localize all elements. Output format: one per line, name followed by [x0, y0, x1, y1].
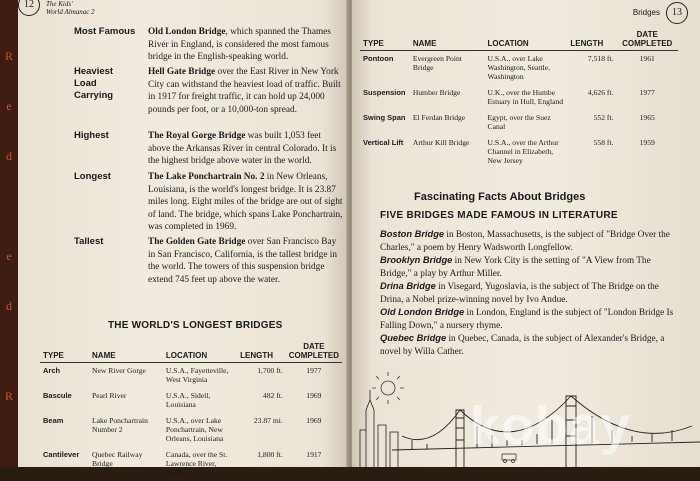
cell-type: Vertical Lift — [363, 138, 404, 147]
cell-location: U.S.A., Fayetteville, West Virginia — [165, 366, 229, 384]
cell-length: 552 ft. — [593, 113, 614, 122]
record-bridge-name: Hell Gate Bridge — [148, 67, 216, 77]
cell-type: Bascule — [43, 391, 72, 400]
record-description: was built 1,053 feet above the Arkansas River in central Colorado. It is the highest bridge above water in the world. — [148, 131, 337, 167]
cell-name: Quebec Railway Bridge — [92, 450, 143, 468]
cell-type: Beam — [43, 416, 64, 425]
record-text — [148, 171, 343, 234]
fact-bridge-name: Drina Bridge — [380, 281, 436, 291]
running-head-bridges: Bridges — [632, 7, 660, 17]
cell-location: U.S.A., over the Arthur Channel in Elizabeth, New Jersey — [487, 138, 559, 165]
list-item — [380, 254, 680, 280]
cell-date: 1959 — [639, 138, 655, 147]
record-text — [148, 66, 343, 116]
list-item — [380, 280, 680, 306]
cell-name: Pearl River — [92, 391, 127, 400]
table-row — [40, 447, 342, 481]
cell-type: Cantilever — [43, 450, 80, 459]
svg-text:d: d — [6, 149, 12, 163]
cell-location: U.K., over the Humbe Estuary in Hull, England — [487, 88, 564, 106]
record-text — [148, 26, 343, 64]
skyline-icon — [360, 390, 398, 467]
col-name: NAME — [410, 30, 485, 51]
cell-length: 7,518 ft. — [587, 54, 614, 63]
table-header-row — [40, 342, 342, 363]
cell-length: 4,626 ft. — [587, 88, 614, 97]
cell-name: El Ferdan Bridge — [412, 113, 466, 122]
record-bridge-name: The Lake Ponchartrain No. 2 — [148, 172, 265, 182]
fact-text: in Visegard, Yugoslavia, is the subject of The Bridge on the Drina, a Nobel prize-winning novel by Ivo Andue. — [380, 282, 659, 305]
fact-bridge-name: Quebec Bridge — [380, 333, 447, 343]
fact-text: in New York City is the setting of "A View from The Bridge," a play by Arthur Miller. — [380, 256, 651, 279]
longest-bridges-title: THE WORLD'S LONGEST BRIDGES — [108, 320, 283, 331]
record-bridge-name: Old London Bridge — [148, 27, 226, 37]
cell-name: Lake Ponchartrain Number 2 — [92, 416, 148, 434]
table-row — [360, 135, 678, 169]
table-row — [40, 363, 342, 389]
record-description: over the East River in New York City can withstand the heaviest load of traffic. Built in 1917 for freight traffic, it can hold up 24,000 pounds per foot, or a 10,000-ton spread. — [148, 67, 341, 115]
cell-date: 1977 — [639, 88, 655, 97]
fact-bridge-name: Brooklyn Bridge — [380, 255, 453, 265]
left-page — [18, 0, 348, 477]
cell-date: 1969 — [306, 416, 322, 425]
cell-length: 558 ft. — [593, 138, 614, 147]
svg-text:R: R — [4, 389, 14, 403]
record-description: in New Orleans, Louisiana, is the world's longest bridge. It is 23.87 miles long. Eight miles of the bridge are out of sight of land. The bridge, which spans Lake Ponchartrain, was completed in 1969. — [148, 172, 343, 233]
record-description: , which spanned the Thames River in England, is considered the most famous bridge in the English-speaking world. — [148, 27, 331, 63]
record-text — [148, 130, 343, 168]
col-type: TYPE — [360, 30, 410, 51]
record-category: Heaviest Load Carrying — [74, 66, 114, 101]
cell-location: U.S.A., over Lake Ponchartrain, New Orleans, Louisiana — [165, 416, 224, 443]
cell-length: 1,800 ft. — [257, 450, 283, 459]
cell-date: 1965 — [639, 113, 655, 122]
cover-edge-lettering — [0, 0, 18, 467]
cell-length: 482 ft. — [262, 391, 283, 400]
cell-location: Canada, over the St. Lawrence River, Quebec City — [165, 450, 228, 477]
col-length: LENGTH — [237, 342, 286, 363]
right-running-head — [633, 2, 688, 24]
col-length: LENGTH — [567, 30, 616, 51]
cell-date: 1977 — [306, 366, 322, 375]
record-bridge-name: The Royal Gorge Bridge — [148, 131, 246, 141]
cell-date: 1969 — [306, 391, 322, 400]
running-head-line-2: World Almanac 2 — [46, 8, 95, 16]
facts-list — [380, 228, 680, 358]
facts-title: Fascinating Facts About Bridges — [414, 191, 586, 203]
record-category: Longest — [74, 171, 111, 182]
list-item — [380, 332, 680, 358]
cell-length: 1,700 ft. — [257, 366, 283, 375]
svg-text:e: e — [6, 249, 12, 263]
table-row — [40, 388, 342, 413]
bridge-types-table — [360, 30, 678, 169]
cell-date: 1917 — [306, 450, 322, 459]
table-row — [360, 51, 678, 86]
cell-name: Humber Bridge — [412, 88, 461, 97]
cell-location: U.S.A., Sidell, Louisiana — [165, 391, 211, 409]
cell-date: 1961 — [639, 54, 655, 63]
record-category: Most Famous — [74, 26, 136, 37]
record-category: Tallest — [74, 236, 104, 247]
col-location: LOCATION — [163, 342, 237, 363]
table-row — [360, 85, 678, 110]
right-page-number: 13 — [666, 2, 688, 24]
svg-text:d: d — [6, 299, 12, 313]
watermark: kobay — [470, 396, 632, 456]
table-row — [360, 110, 678, 135]
cell-name: Arthur Kill Bridge — [412, 138, 470, 147]
table-header-row — [360, 30, 678, 51]
table-row — [40, 413, 342, 447]
cell-name: New River Gorge — [92, 366, 146, 375]
facts-subtitle: FIVE BRIDGES MADE FAMOUS IN LITERATURE — [380, 210, 618, 221]
sun-icon — [372, 372, 404, 404]
col-date: DATE COMPLETED — [286, 342, 342, 363]
record-category: Highest — [74, 130, 109, 141]
svg-text:R: R — [4, 49, 14, 63]
record-text — [148, 236, 343, 286]
cell-type: Pontoon — [363, 54, 394, 63]
longest-bridges-table — [40, 342, 342, 481]
svg-text:e: e — [6, 99, 12, 113]
left-running-head — [24, 0, 95, 16]
record-description: over San Francisco Bay in San Francisco, California, is the tallest bridge in the world. The towers of this suspension bridge extend 745 feet up above the water. — [148, 237, 337, 285]
cell-location: Egypt, over the Suez Canal — [487, 113, 551, 131]
fact-text: in Quebec, Canada, is the subject of Alexander's Bridge, a novel by Willa Cather. — [380, 334, 665, 357]
cell-location: U.S.A., over Lake Washington, Seattle, Washington — [487, 54, 550, 81]
list-item — [380, 228, 680, 254]
left-page-number: 12 — [18, 0, 40, 16]
cell-name: Evergreen Point Bridge — [412, 54, 462, 72]
fact-text: in London, England is the subject of "London Bridge Is Falling Down," a nursery rhyme. — [380, 308, 674, 331]
cell-length: 23.87 mi. — [253, 416, 283, 425]
list-item — [380, 306, 680, 332]
running-head-line-1: The Kids' — [46, 0, 73, 8]
fact-bridge-name: Boston Bridge — [380, 229, 445, 239]
col-location: LOCATION — [485, 30, 568, 51]
cell-type: Arch — [43, 366, 61, 375]
col-date: DATE COMPLETED — [616, 30, 678, 51]
cell-type: Suspension — [363, 88, 406, 97]
record-bridge-name: The Golden Gate Bridge — [148, 237, 246, 247]
fact-bridge-name: Old London Bridge — [380, 307, 465, 317]
cell-type: Swing Span — [363, 113, 406, 122]
col-type: TYPE — [40, 342, 89, 363]
fact-text: in Boston, Massachusetts, is the subject of "Bridge Over the Charles," a poem by Henry Wadsworth Longfellow. — [380, 230, 670, 253]
col-name: NAME — [89, 342, 163, 363]
